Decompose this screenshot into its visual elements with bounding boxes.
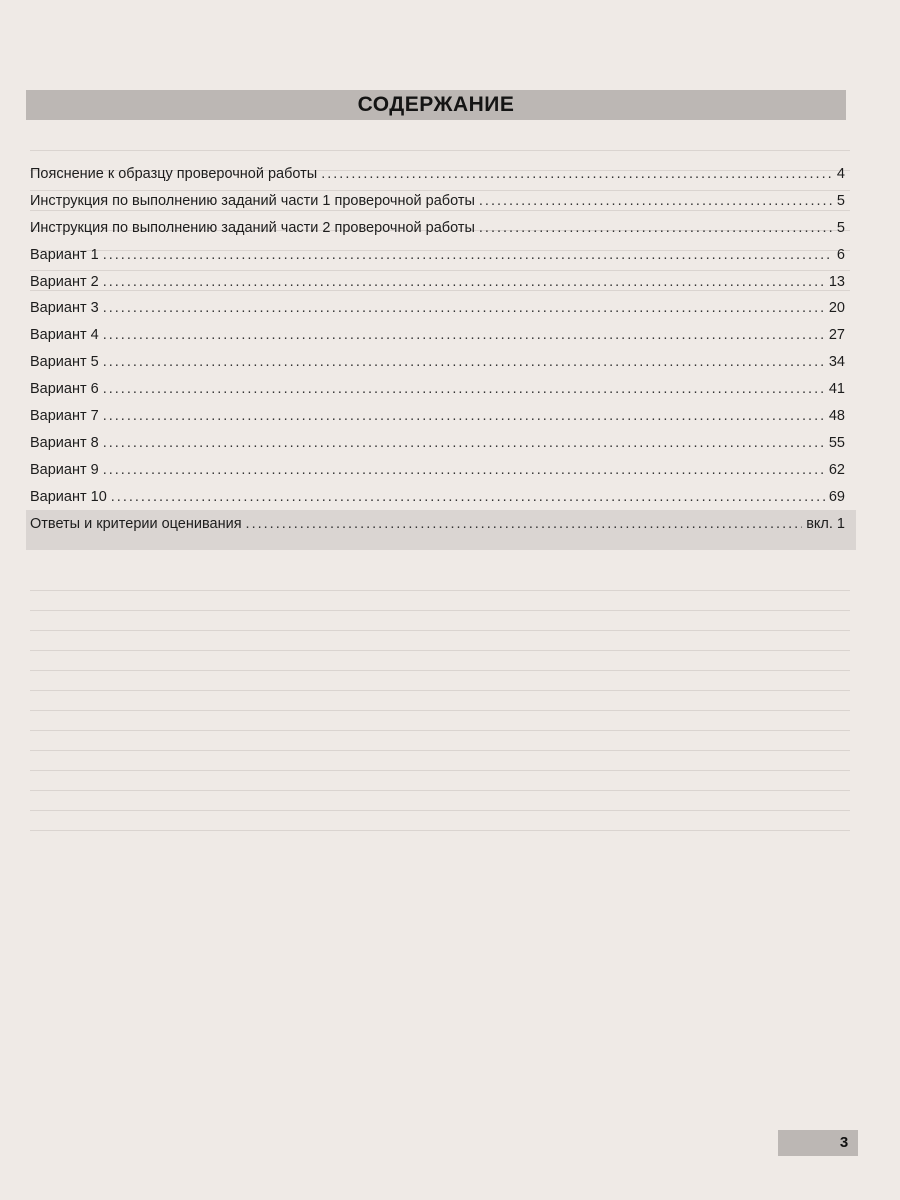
toc-entry-page: 34 [828,354,845,371]
toc-leader-dots [246,516,803,532]
toc-entry-label: Вариант 2 [30,273,99,290]
page-title: СОДЕРЖАНИЕ [357,93,515,116]
toc-leader-dots [111,489,825,505]
toc-entry-page: вкл. 1 [806,515,845,532]
toc-leader-dots [321,166,833,182]
toc-leader-dots [479,220,833,236]
toc-entry-page: 4 [836,166,845,182]
toc-entry[interactable] [30,462,845,489]
toc-leader-dots [479,193,833,209]
toc-entry-label: Пояснение к образцу проверочной работы [30,166,318,182]
toc-leader-dots [103,247,833,263]
toc-entry[interactable] [30,220,845,247]
toc-entry-label: Вариант 7 [30,408,99,425]
toc-entry-label: Вариант 4 [30,327,99,344]
toc-entry[interactable] [30,516,845,543]
page-number: 3 [839,1134,849,1151]
table-of-contents [30,166,845,542]
toc-leader-dots [103,274,825,290]
toc-entry-page: 27 [828,327,845,344]
show-through-text-bottom [30,590,850,850]
toc-entry-page: 5 [836,219,845,236]
toc-entry[interactable] [30,274,845,301]
toc-entry-label: Вариант 1 [30,246,99,263]
toc-entry[interactable] [30,300,845,327]
toc-entry-label: Ответы и критерии оценивания [30,515,242,532]
toc-entry-page: 5 [836,192,845,209]
toc-entry-page: 55 [828,434,845,451]
toc-entry-label: Вариант 9 [30,461,99,478]
toc-entry[interactable] [30,166,845,193]
toc-entry[interactable] [30,327,845,354]
toc-entry[interactable] [30,247,845,274]
toc-leader-dots [103,462,825,478]
toc-entry[interactable] [30,381,845,408]
toc-entry-page: 41 [828,381,845,398]
toc-entry[interactable] [30,354,845,381]
toc-leader-dots [103,327,825,343]
toc-entry[interactable] [30,435,845,462]
toc-entry[interactable] [30,193,845,220]
toc-entry-label: Вариант 6 [30,381,99,398]
toc-entry-page: 62 [828,461,845,478]
toc-entry[interactable] [30,489,845,516]
toc-leader-dots [103,381,825,397]
toc-leader-dots [103,300,825,316]
toc-entry-label: Вариант 3 [30,300,99,317]
toc-leader-dots [103,435,825,451]
toc-entry-label: Вариант 5 [30,354,99,371]
toc-entry-page: 6 [836,246,845,263]
toc-leader-dots [103,408,825,424]
toc-entry-page: 13 [828,273,845,290]
toc-entry-page: 48 [828,408,845,425]
toc-entry-page: 69 [828,488,845,505]
toc-entry-label: Вариант 8 [30,434,99,451]
toc-entry-label: Инструкция по выполнению заданий части 2 проверочной работы [30,219,475,236]
toc-entry-page: 20 [828,300,845,317]
toc-entry-label: Вариант 10 [30,488,107,505]
toc-entry[interactable] [30,408,845,435]
toc-leader-dots [103,354,825,370]
toc-entry-label: Инструкция по выполнению заданий части 1 проверочной работы [30,192,475,209]
